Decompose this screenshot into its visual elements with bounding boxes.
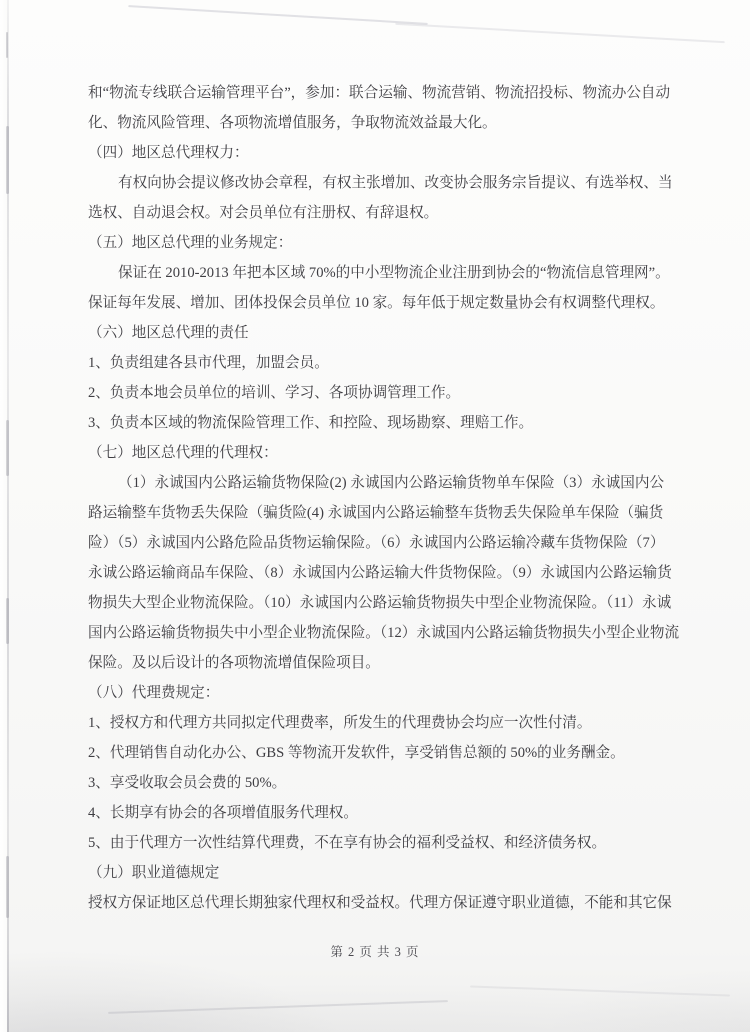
text-line: 保证在 2010-2013 年把本区域 70%的中小型物流企业注册到协会的“物流信息管理网”。 bbox=[118, 265, 670, 281]
text-line: 国内公路运输货物损失中小型企业物流保险。（12）永诚国内公路运输货物损失小型企业物流 bbox=[88, 625, 680, 641]
text-line: 化、物流风险管理、各项物流增值服务，争取物流效益最大化。 bbox=[88, 115, 497, 131]
paper-crease bbox=[108, 1000, 448, 1014]
list-item: 5、由于代理方一次性结算代理费，不在享有协会的福利受益权、和经济债务权。 bbox=[88, 835, 607, 851]
text-line: 物损失大型企业物流保险。（10）永诚国内公路运输货物损失中型企业物流保险。（11）永诚 bbox=[88, 595, 672, 611]
text-line: 选权、自动退会权。对会员单位有注册权、有辞退权。 bbox=[88, 205, 439, 221]
scan-artifact-mark bbox=[6, 856, 9, 918]
text-line: 保证每年发展、增加、团体投保会员单位 10 家。每年低于规定数量协会有权调整代理权。 bbox=[88, 295, 665, 311]
list-item: 3、负责本区域的物流保险管理工作、和控险、现场勘察、理赔工作。 bbox=[88, 415, 534, 431]
text-line: 和“物流专线联合运输管理平台”，参加：联合运输、物流营销、物流招投标、物流办公自动 bbox=[88, 85, 671, 101]
document-body bbox=[88, 78, 700, 918]
text-line: （1）永诚国内公路运输货物保险(2) 永诚国内公路运输货物单车保险（3）永诚国内公 bbox=[118, 475, 665, 491]
text-line: 保险。及以后设计的各项物流增值保险项目。 bbox=[88, 655, 380, 671]
paper-crease bbox=[395, 23, 725, 43]
paper-crease bbox=[470, 985, 730, 996]
section-heading: （八）代理费规定： bbox=[88, 685, 220, 701]
section-heading: （四）地区总代理权力： bbox=[88, 145, 249, 161]
paper-crease bbox=[128, 5, 428, 25]
list-item: 4、长期享有协会的各项增值服务代理权。 bbox=[88, 805, 358, 821]
scan-artifact-mark bbox=[6, 598, 9, 644]
list-item: 2、负责本地会员单位的培训、学习、各项协调管理工作。 bbox=[88, 385, 461, 401]
scan-artifact-mark bbox=[6, 420, 9, 476]
list-item: 1、负责组建各县市代理，加盟会员。 bbox=[88, 355, 329, 371]
text-line: 有权向协会提议修改协会章程，有权主张增加、改变协会服务宗旨提议、有选举权、当 bbox=[118, 175, 673, 191]
text-line: 授权方保证地区总代理长期独家代理权和受益权。代理方保证遵守职业道德，不能和其它保 bbox=[88, 895, 672, 911]
section-heading: （九）职业道德规定 bbox=[88, 865, 220, 881]
list-item: 1、授权方和代理方共同拟定代理费率，所发生的代理费协会均应一次性付清。 bbox=[88, 715, 592, 731]
text-line: 永诚公路运输商品车保险、（8）永诚国内公路运输大件货物保险。（9）永诚国内公路运输货 bbox=[88, 565, 672, 581]
list-item: 2、代理销售自动化办公、GBS 等物流开发软件，享受销售总额的 50%的业务酬金。 bbox=[88, 745, 625, 761]
scan-artifact-mark bbox=[6, 32, 8, 58]
section-heading: （六）地区总代理的责任 bbox=[88, 325, 249, 341]
scan-artifact-mark bbox=[6, 126, 9, 194]
page-footer: 第 2 页 共 3 页 bbox=[330, 945, 420, 959]
text-line: 险）（5）永诚国内公路危险品货物运输保险。（6）永诚国内公路运输冷藏车货物保险（7） bbox=[88, 535, 665, 551]
section-heading: （七）地区总代理的代理权： bbox=[88, 445, 278, 461]
section-heading: （五）地区总代理的业务规定： bbox=[88, 235, 293, 251]
text-line: 路运输整车货物丢失保险（骗货险(4) 永诚国内公路运输整车货物丢失保险单车保险（骗货 bbox=[88, 505, 664, 521]
list-item: 3、享受收取会员会费的 50%。 bbox=[88, 775, 287, 791]
